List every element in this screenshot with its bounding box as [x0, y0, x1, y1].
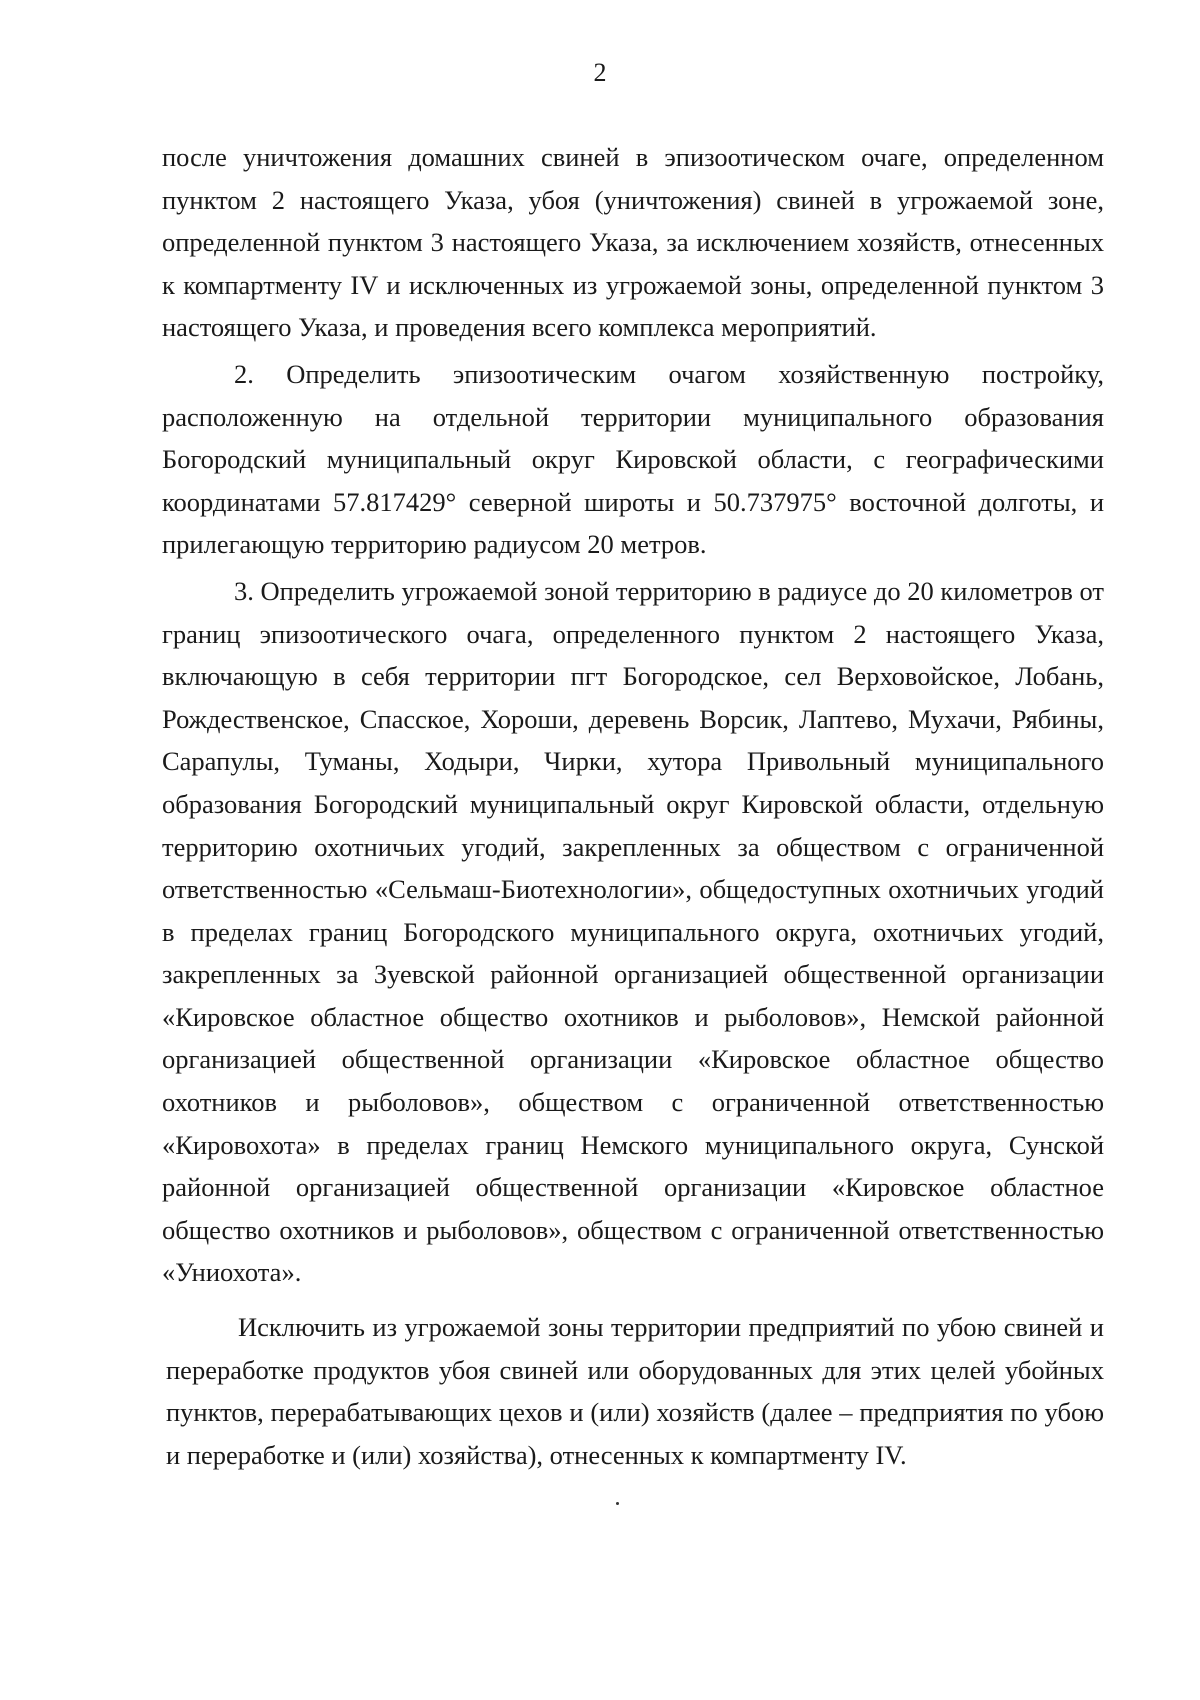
scan-speck [616, 1502, 619, 1505]
paragraph-continuation: после уничтожения домашних свиней в эпизоотическом очаге, определенном пунктом 2 настоящего Указа, убоя (уничтожения) свиней в угрожаемой зоне, определенной пунктом 3 настоящего Указа, за исключением хозяйств, отнесенных к компартменту IV и исключенных из угрожаемой зоны, определенной пунктом 3 настоящего Указа, и проведения всего комплекса мероприятий. [162, 142, 1104, 343]
paragraph-item-3: 3. Определить угрожаемой зоной территорию в радиусе до 20 километров от границ эпизоотического очага, определенного пунктом 2 настоящего Указа, включающую в себя территории пгт Богородское, сел Верховойское, Лобань, Рождественское, Спасское, Хороши, деревень Ворсик, Лаптево, Мухачи, Рябины, Сарапулы, Туманы, Ходыри, Чирки, хутора Привольный муниципального образования Богородский муниципальный округ Кировской области, отдельную территорию охотничьих угодий, закрепленных за обществом с ограниченной ответственностью «Сельмаш-Биотехнологии», общедоступных охотничьих угодий в пределах границ Богородского муниципального округа, охотничьих угодий, закрепленных за Зуевской районной организацией общественной организации «Кировское областное общество охотников и рыболовов», Немской районной организацией общественной организации «Кировское областное общество охотников и рыболовов», обществом с ограниченной ответственностью «Кировохота» в пределах границ Немского муниципального округа, Сунской районной организацией общественной организации «Кировское областное общество охотников и рыболовов», обществом с ограниченной ответственностью «Униохота». [162, 575, 1104, 1288]
paragraph-exclusion: Исключить из угрожаемой зоны территории предприятий по убою свиней и переработке продуктов убоя свиней или оборудованных для этих целей убойных пунктов, перерабатывающих цехов и (или) хозяйств (далее – предприятия по убою и переработке и (или) хозяйства), отнесенных к компартменту IV. [166, 1312, 1104, 1470]
document-body [162, 136, 1104, 1476]
paragraph-item-2: 2. Определить эпизоотическим очагом хозяйственную постройку, расположенную на отдельной территории муниципального образования Богородский муниципальный округ Кировской области, с географическими координатами 57.817429° северной широты и 50.737975° восточной долготы, и прилегающую территорию радиусом 20 метров. [162, 358, 1104, 560]
page-number: 2 [593, 58, 607, 87]
